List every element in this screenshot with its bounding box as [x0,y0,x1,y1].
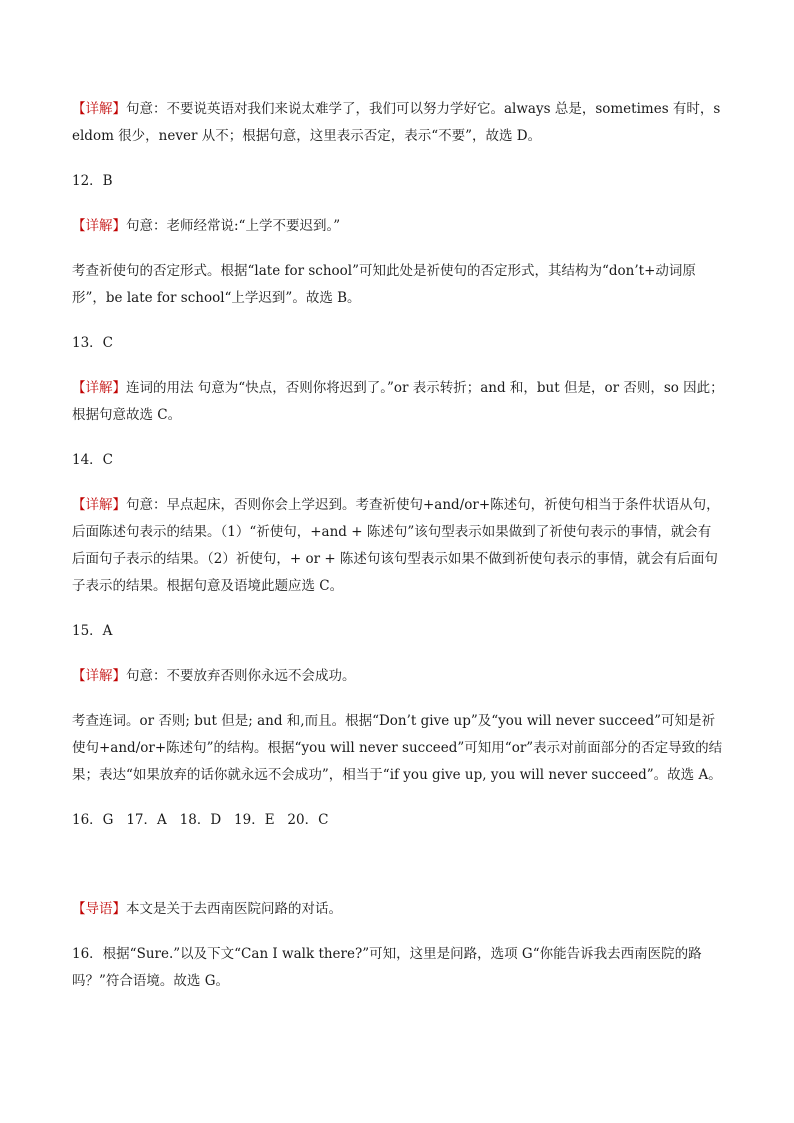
answers-16-20: 16．G 17．A 18．D 19．E 20．C [72,812,329,828]
detail-label: 【详解】 [72,101,126,117]
explanation-11 [72,96,724,150]
explanation-14 [72,492,724,600]
answer-13: 13．C [72,335,114,351]
explanation-12-translation [72,213,724,240]
explanation-12-analysis: 考查祈使句的否定形式。根据“late for school”可知此处是祈使句的否定形式，其结构为“don’t+动词原形”，be late for school“上学迟到”。故选 B。 [72,263,696,306]
explanation-text: 句意：早点起床，否则你会上学迟到。考查祈使句+and/or+陈述句，祈使句相当于条件状语从句，后面陈述句表示的结果。（1）“祈使句，+and + 陈述句”该句型表示如果做到了祈使句表示的事情，就会有后面句子表示的结果。（2）祈使句，+ or + 陈述句该句型表示如果不做到祈使句表示的事情，就会有后面句子表示的结果。根据句意及语境此题应选 C。 [72,497,720,594]
explanation-text: 连词的用法 句意为“快点，否则你将迟到了。”or 表示转折；and 和，but 但是，or 否则，so 因此；根据句意故选 C。 [72,380,724,423]
detail-label: 【详解】 [72,668,126,684]
answer-12: 12．B [72,173,113,189]
detail-label: 【详解】 [72,497,126,513]
answer-14: 14．C [72,452,114,468]
answer-15: 15．A [72,623,113,639]
explanation-text: 句意：老师经常说:“上学不要迟到。” [126,218,341,234]
guide-text: 本文是关于去西南医院问路的对话。 [126,901,342,917]
explanation-15-analysis: 考查连词。or 否则; but 但是; and 和,而且。根据“Don’t give up”及“you will never succeed”可知是祈使句+and/or+陈述句”的结构。根据“you will never succeed”可知用“or”表示对前面部分的否定导致的结果；表达“如果放弃的话你就永远不会成功”，相当于“if you give up, you will never succeed”。故选 A。 [72,713,723,783]
explanation-15-translation [72,663,724,690]
explanation-16: 16．根据“Sure.”以及下文“Can I walk there?”可知，这里是问路，选项 G“你能告诉我去西南医院的路吗？”符合语境。故选 G。 [72,946,702,989]
detail-label: 【详解】 [72,380,126,396]
guide-label: 【导语】 [72,901,126,917]
explanation-13 [72,375,724,429]
guide-paragraph [72,896,724,923]
explanation-text: 句意：不要放弃否则你永远不会成功。 [126,668,356,684]
document-page [72,96,724,1013]
explanation-text: 句意：不要说英语对我们来说太难学了，我们可以努力学好它。always 总是，sometimes 有时，seldom 很少，never 从不；根据句意，这里表示否定，表示“不要”，故选 D。 [72,101,721,144]
detail-label: 【详解】 [72,218,126,234]
